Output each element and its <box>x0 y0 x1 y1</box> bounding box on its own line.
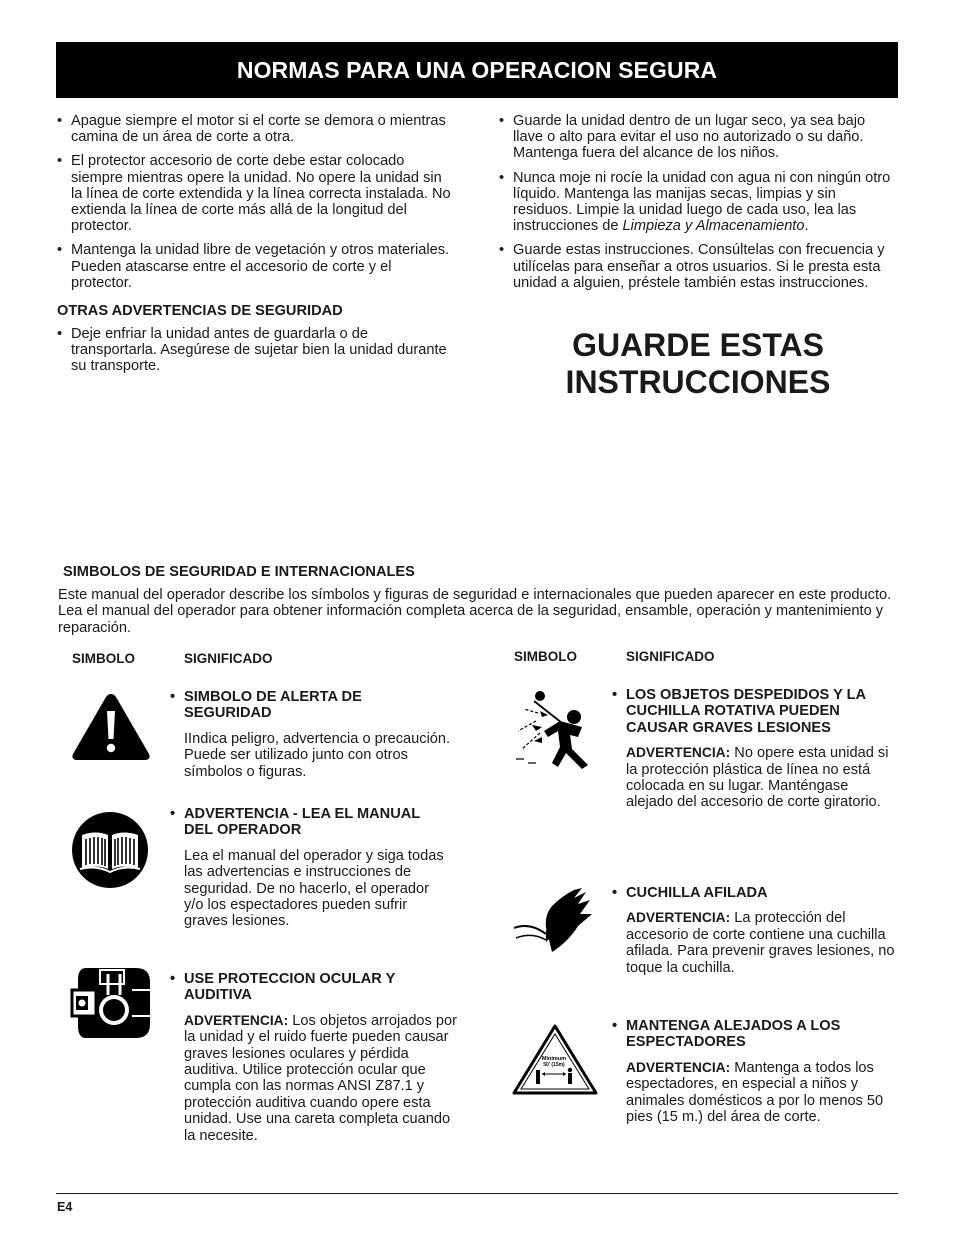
sharp-blade-icon <box>512 884 596 960</box>
symbol-entry-keep-bystanders-away <box>626 1018 898 1125</box>
list-item: • Mantenga la unidad libre de vegetación y otros materiales. Pueden atascarse entre el accesorio de corte y el protector. <box>57 242 452 291</box>
warning-label: ADVERTENCIA: <box>184 1012 289 1028</box>
list-item-text-end: . <box>804 218 809 235</box>
page-number: E4 <box>57 1200 73 1214</box>
title-line-2: INSTRUCCIONES <box>565 364 831 400</box>
list-item: • Guarde la unidad dentro de un lugar seco, ya sea bajo llave o alto para evitar el uso no autorizado o su daño. Mantenga fuera del alcance de los niños. <box>499 113 899 162</box>
symbol-entry-eye-ear-protection <box>184 971 459 1144</box>
footer-divider <box>56 1193 898 1194</box>
thrown-objects-icon <box>512 687 594 771</box>
symbol-title: • USE PROTECCION OCULAR Y AUDITIVA <box>170 971 459 1004</box>
symbol-description: Lea el manual del operador y siga todas las advertencias e instrucciones de seguridad. De no hacerlo, el operador y/o los espectadores pueden sufrir graves lesiones. <box>184 847 444 930</box>
list-item-reference: Limpieza y Almacenamiento <box>622 218 805 235</box>
symbol-entry-safety-alert <box>184 689 452 780</box>
symbol-entry-thrown-objects <box>626 687 898 811</box>
list-item-text: Nunca moje ni rocíe la unidad con agua ni con ningún otro líquido. Mantenga las manijas secas, limpias y sin residuos. Limpie la unidad luego de cada uso, lea las instrucciones de <box>513 169 891 235</box>
col-header-symbol: SIMBOLO <box>72 651 135 666</box>
right-column <box>499 113 899 299</box>
list-item: • El protector accesorio de corte debe estar colocado siempre mientras opere la unidad. No opere la unidad sin la línea de corte extendida y la línea correcta instalada. No extienda la línea de corte más allá de la longitud del protector. <box>57 153 452 234</box>
warning-label: ADVERTENCIA: <box>626 745 731 761</box>
warning-text: Mantenga a todos los espectadores, en especial a niños y animales domésticos a por lo menos 50 pies (15 m.) del área de corte. <box>626 1059 884 1126</box>
left-column <box>57 113 452 383</box>
bystander-sign-label: Minimum <box>541 1056 567 1062</box>
safety-alert-icon <box>70 691 152 763</box>
eye-ear-protection-icon <box>70 964 154 1042</box>
warning-text: No opere esta unidad si la protección plástica de línea no está colocada en su lugar. Manténgase alejado del accesorio de corte giratorio. <box>626 745 889 811</box>
list-item: • Apague siempre el motor si el corte se demora o mientras camina de un área de corte a otra. <box>57 113 452 145</box>
warning-text: La protección del accesorio de corte contiene una cuchilla afilada. Para prevenir graves lesiones, no toque la cuchilla. <box>626 910 895 976</box>
list-item: • Deje enfriar la unidad antes de guardarla o de transportarla. Asegúrese de sujetar bien la unidad durante su transporte. <box>57 326 452 375</box>
symbol-title: • ADVERTENCIA - LEA EL MANUAL DEL OPERADOR <box>170 806 452 839</box>
symbol-description: IIndica peligro, advertencia o precaución. Puede ser utilizado junto con otros símbolos o figuras. <box>184 730 451 780</box>
manual-book-icon <box>70 811 150 889</box>
list-item <box>499 170 899 235</box>
symbol-entry-read-manual <box>184 806 452 930</box>
symbol-description <box>626 745 898 811</box>
bystander-sign-distance: 50' (15m) <box>543 1062 565 1068</box>
section-header: NORMAS PARA UNA OPERACION SEGURA <box>56 42 898 98</box>
col-header-symbol: SIMBOLO <box>514 649 577 664</box>
save-instructions-title <box>498 327 898 401</box>
symbol-title: • CUCHILLA AFILADA <box>612 885 898 901</box>
symbols-intro: Este manual del operador describe los símbolos y figuras de seguridad e internacionales que pueden aparecer en este producto. Lea el manual del operador para obtener información completa acerca de la seguridad, ensamble, operación y mantenimiento y reparación. <box>58 587 892 636</box>
subheading-other-warnings: OTRAS ADVERTENCIAS DE SEGURIDAD <box>57 303 343 320</box>
symbols-section-heading: SIMBOLOS DE SEGURIDAD E INTERNACIONALES <box>63 564 415 580</box>
symbol-title: • MANTENGA ALEJADOS A LOS ESPECTADORES <box>612 1018 898 1051</box>
warning-label: ADVERTENCIA: <box>626 910 731 926</box>
keep-bystanders-away-icon <box>512 1024 598 1096</box>
symbol-entry-sharp-blade <box>626 885 898 976</box>
symbol-title: • LOS OBJETOS DESPEDIDOS Y LA CUCHILLA ROTATIVA PUEDEN CAUSAR GRAVES LESIONES <box>612 687 898 736</box>
warning-label: ADVERTENCIA: <box>626 1059 731 1075</box>
col-header-meaning: SIGNIFICADO <box>184 651 273 666</box>
warning-text: Los objetos arrojados por la unidad y el ruido fuerte pueden causar graves lesiones oculares y pérdida auditiva. Utilice protección ocular que cumpla con las normas ANSI Z87.1 y protección auditiva cuando opere esta unidad. Use una careta completa cuando la necesite. <box>184 1012 457 1144</box>
col-header-meaning: SIGNIFICADO <box>626 649 715 664</box>
title-line-1: GUARDE ESTAS <box>572 327 824 363</box>
symbol-title: • SIMBOLO DE ALERTA DE SEGURIDAD <box>170 689 452 722</box>
symbol-description <box>626 1060 898 1126</box>
symbol-description <box>184 1013 459 1144</box>
list-item: • Guarde estas instrucciones. Consúltelas con frecuencia y utilícelas para enseñar a otros usuarios. Si le presta esta unidad a alguien, préstele también estas instrucciones. <box>499 242 899 291</box>
symbol-description <box>626 910 898 976</box>
